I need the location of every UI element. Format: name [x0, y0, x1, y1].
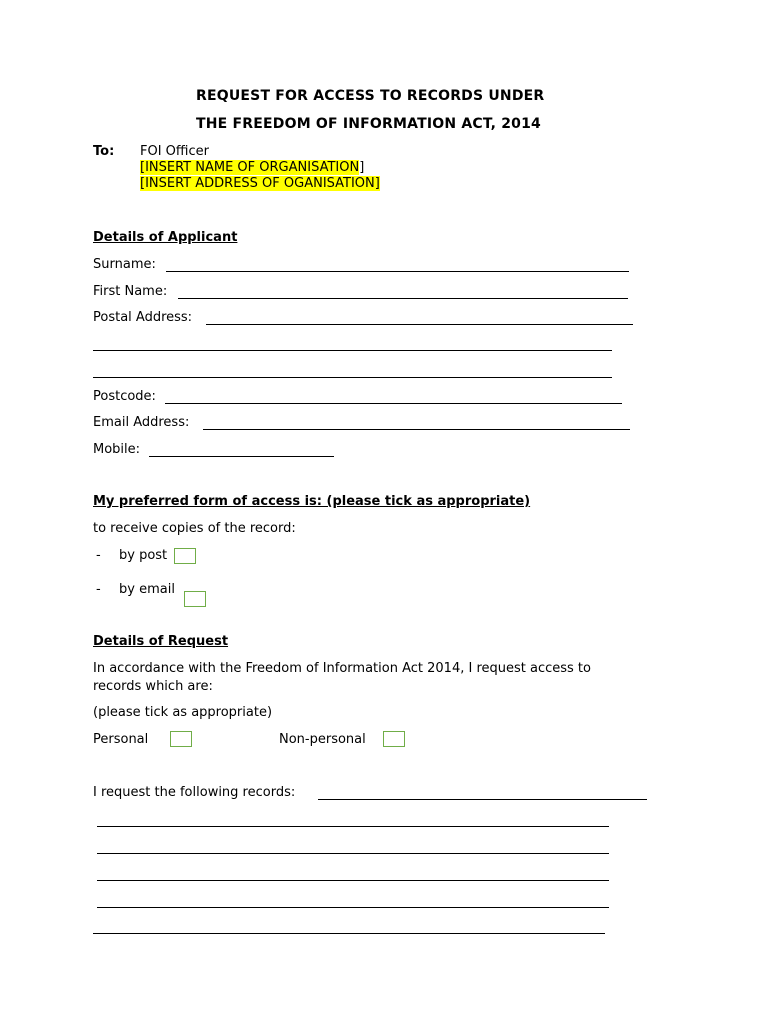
tick-note: (please tick as appropriate) — [93, 705, 273, 720]
records-label: I request the following records: — [93, 785, 296, 800]
dash-email: - — [96, 582, 101, 597]
non-personal-label: Non-personal — [279, 732, 366, 747]
surname-field[interactable] — [166, 271, 629, 272]
personal-checkbox[interactable] — [170, 731, 192, 747]
mobile-field[interactable] — [149, 456, 334, 457]
records-line-2[interactable] — [97, 826, 609, 827]
foi-officer: FOI Officer — [140, 144, 209, 159]
postcode-field[interactable] — [165, 403, 622, 404]
email-field[interactable] — [203, 429, 630, 430]
records-line-6[interactable] — [93, 933, 605, 934]
org-address — [140, 176, 380, 192]
request-heading: Details of Request — [93, 634, 229, 649]
postal-address-line-3[interactable] — [93, 377, 612, 378]
title-line-1: REQUEST FOR ACCESS TO RECORDS UNDER — [196, 88, 545, 104]
by-post-checkbox[interactable] — [174, 548, 196, 564]
personal-label: Personal — [93, 732, 149, 747]
postcode-label: Postcode: — [93, 389, 156, 404]
by-post-label: by post — [119, 548, 168, 563]
to-label: To: — [93, 144, 115, 159]
org-name-close: ] — [359, 160, 365, 175]
access-heading: My preferred form of access is: (please tick as appropriate) — [93, 494, 531, 509]
postal-address-label: Postal Address: — [93, 310, 193, 325]
title-line-2: THE FREEDOM OF INFORMATION ACT, 2014 — [196, 116, 541, 132]
access-intro: to receive copies of the record: — [93, 521, 296, 536]
surname-label: Surname: — [93, 257, 156, 272]
dash-post: - — [96, 548, 101, 563]
email-label: Email Address: — [93, 415, 190, 430]
mobile-label: Mobile: — [93, 442, 141, 457]
by-email-checkbox[interactable] — [184, 591, 206, 607]
non-personal-checkbox[interactable] — [383, 731, 405, 747]
records-line-5[interactable] — [97, 907, 609, 908]
org-name-highlight: [INSERT NAME OF ORGANISATION — [140, 160, 360, 175]
first-name-label: First Name: — [93, 284, 168, 299]
org-address-highlight: [INSERT ADDRESS OF OGANISATION] — [140, 176, 380, 191]
request-paragraph-line-1: In accordance with the Freedom of Information Act 2014, I request access to — [93, 661, 591, 676]
records-line-3[interactable] — [97, 853, 609, 854]
postal-address-line-2[interactable] — [93, 350, 612, 351]
by-email-label: by email — [119, 582, 175, 597]
first-name-field[interactable] — [178, 298, 628, 299]
postal-address-field[interactable] — [206, 324, 633, 325]
records-field[interactable] — [318, 799, 647, 800]
request-paragraph-line-2: records which are: — [93, 679, 213, 694]
org-name — [140, 160, 364, 176]
applicant-heading: Details of Applicant — [93, 230, 238, 245]
records-line-4[interactable] — [97, 880, 609, 881]
